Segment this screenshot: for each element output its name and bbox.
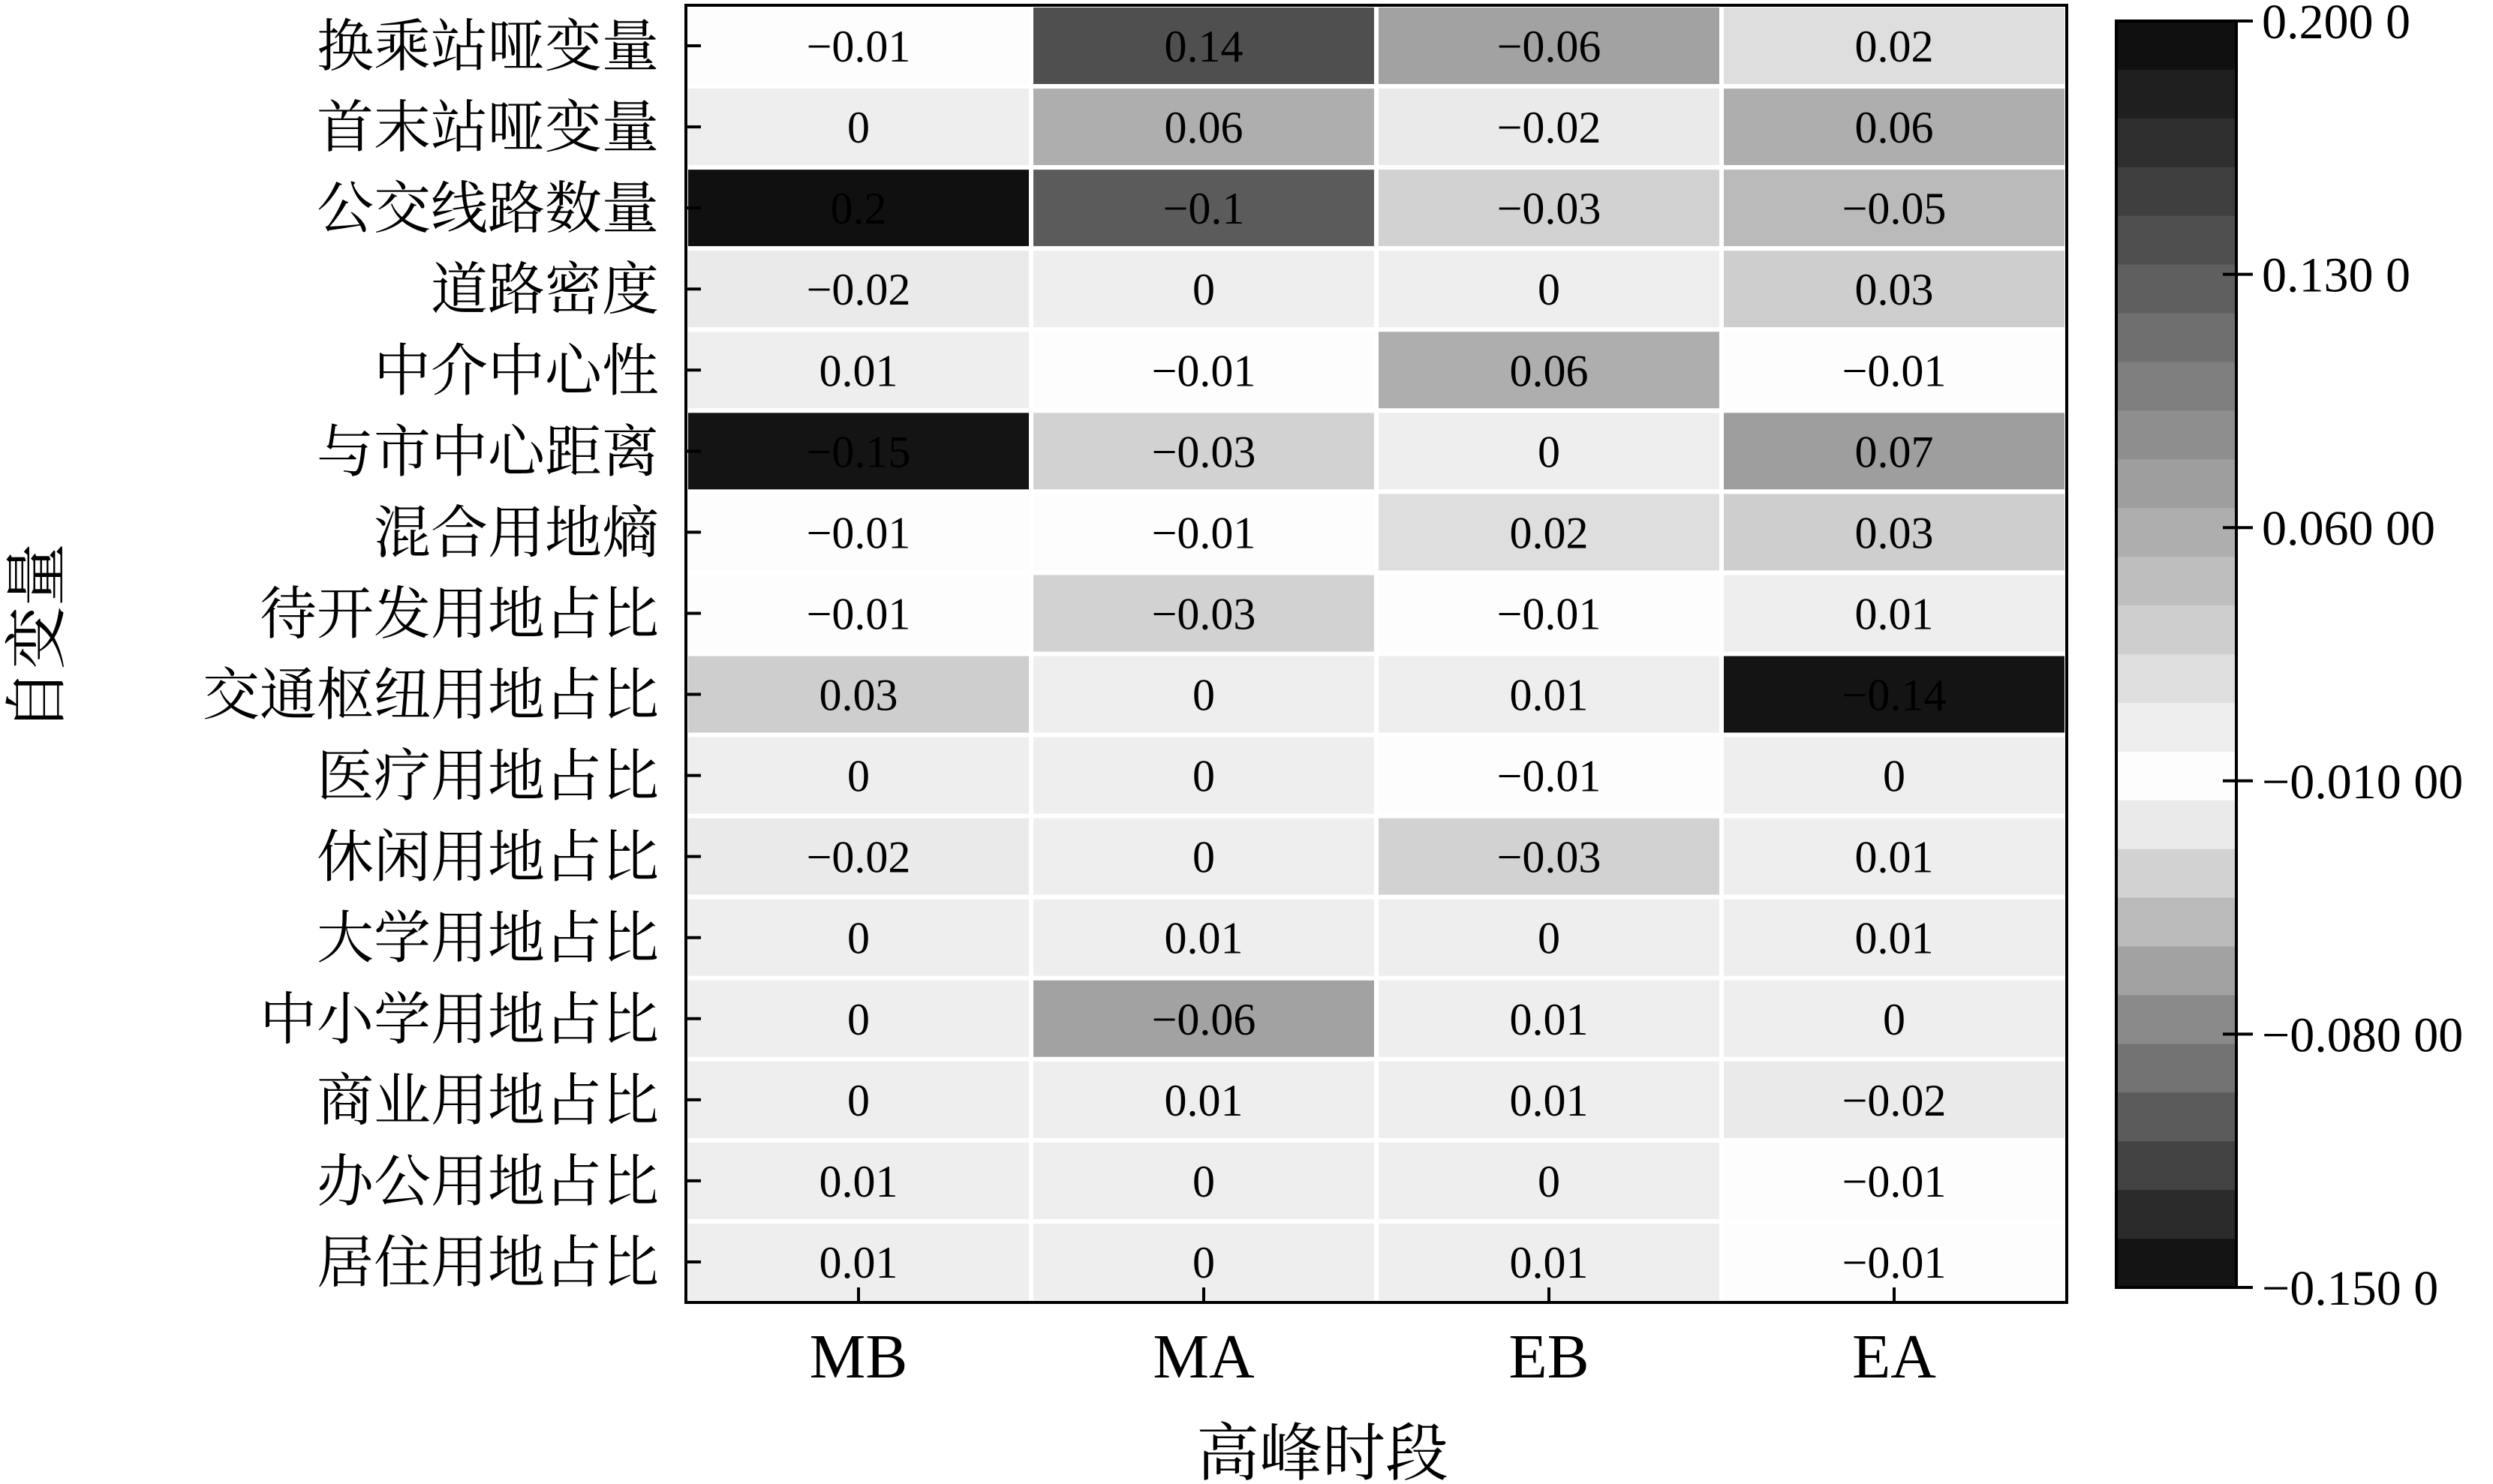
cell-value-label: 0 [1538,427,1560,477]
cell-value-label: 0.01 [1509,1075,1589,1125]
colorbar-segment [2116,947,2236,996]
cell-value-label: 0.01 [1164,913,1243,963]
colorbar-segment [2116,265,2236,314]
colorbar-segment [2116,119,2236,168]
colorbar-segment [2116,605,2236,655]
cell-value-label: 0.03 [1854,508,1934,558]
cell-value-label: −0.02 [806,265,911,315]
cell-value-label: 0 [1883,751,1905,801]
cell-value-label: 0.01 [1509,994,1589,1044]
y-axis-title: 自变量 [0,542,74,733]
colorbar-segment [2116,849,2236,899]
row-label: 与市中心距离 [317,418,659,485]
column-label: MA [1153,1322,1255,1392]
colorbar-segment [2116,459,2236,509]
cell-value-label: 0 [1192,751,1215,801]
column-label: EA [1852,1322,1936,1392]
row-label: 首末站哑变量 [317,94,659,161]
cell-value-label: 0 [1883,994,1905,1044]
cell-value-label: 0 [847,1075,870,1125]
cell-value-label: 0 [1192,1156,1215,1206]
cell-value-label: 0.02 [1509,508,1589,558]
row-label: 办公用地占比 [317,1147,659,1215]
column-label: EB [1508,1322,1589,1392]
row-label: 道路密度 [431,256,659,323]
cell-value-label: 0.01 [819,346,898,396]
x-axis-title: 高峰时段 [1195,1416,1449,1484]
cell-value-label: −0.02 [1496,103,1601,153]
cell-value-label: −0.1 [1162,184,1245,234]
colorbar-segment [2116,557,2236,606]
colorbar-segment [2116,654,2236,704]
colorbar-segment [2116,995,2236,1044]
cell-value-label: −0.03 [1496,832,1601,882]
colorbar-segment [2116,1044,2236,1093]
cell-value-label: −0.01 [1151,346,1256,396]
colorbar-tick-label: 0.130 0 [2262,248,2410,303]
cell-value-label: −0.03 [1151,427,1256,477]
cell-value-label: 0 [1538,265,1560,315]
colorbar-segment [2116,1092,2236,1142]
cell-value-label: −0.02 [806,832,911,882]
cell-value-label: 0.14 [1164,22,1243,72]
cell-value-label: −0.01 [1842,346,1947,396]
colorbar-segment [2116,898,2236,948]
cell-value-label: −0.01 [806,508,911,558]
colorbar-tick-label: −0.010 00 [2262,754,2464,810]
cell-value-label: 0.03 [819,670,898,720]
colorbar-segment [2116,167,2236,217]
colorbar-segment [2116,410,2236,460]
cell-value-label: 0 [847,103,870,153]
row-label: 休闲用地占比 [317,823,659,891]
cell-value-label: 0.02 [1854,22,1934,72]
cell-value-label: 0.06 [1854,103,1934,153]
cell-value-label: 0 [1192,1237,1215,1287]
colorbar-segment [2116,801,2236,850]
row-label: 商业用地占比 [317,1066,659,1134]
cell-value-label: −0.14 [1842,670,1947,720]
colorbar-segment [2116,703,2236,753]
cell-value-label: −0.03 [1496,184,1601,234]
colorbar-segment [2116,1239,2236,1288]
cell-value-label: 0.2 [830,184,887,234]
cell-value-label: 0.01 [819,1237,898,1287]
row-label: 公交线路数量 [317,175,659,242]
cell-value-label: −0.02 [1842,1075,1947,1125]
cell-value-label: 0.03 [1854,265,1934,315]
cell-value-label: −0.01 [1151,508,1256,558]
colorbar-segment [2116,752,2236,801]
cell-value-label: −0.01 [1842,1156,1947,1206]
colorbar-segment [2116,508,2236,557]
cell-value-label: 0.01 [819,1156,898,1206]
colorbar-segment [2116,21,2236,71]
cell-value-label: 0 [847,913,870,963]
cell-value-label: −0.05 [1842,184,1947,234]
cell-value-label: −0.03 [1151,589,1256,639]
cell-value-label: −0.06 [1496,22,1601,72]
cell-value-label: 0 [1192,832,1215,882]
row-label: 混合用地熵 [374,499,659,566]
cell-value-label: 0 [847,751,870,801]
column-label: MB [809,1322,908,1392]
colorbar-segment [2116,1141,2236,1191]
cell-value-label: −0.01 [1496,751,1601,801]
cell-value-label: −0.01 [806,589,911,639]
colorbar-segment [2116,216,2236,266]
cell-value-label: 0 [847,994,870,1044]
row-label: 医疗用地占比 [317,742,659,810]
cell-value-label: 0.06 [1509,346,1589,396]
cell-value-label: 0.06 [1164,103,1243,153]
cell-value-label: 0.01 [1509,1237,1589,1287]
cell-value-label: 0.07 [1854,427,1934,477]
colorbar-segment [2116,1190,2236,1239]
row-label: 大学用地占比 [317,904,659,972]
cell-value-label: −0.06 [1151,994,1256,1044]
cell-value-label: 0 [1538,1156,1560,1206]
colorbar-tick-label: −0.150 0 [2262,1261,2439,1316]
cell-value-label: 0.01 [1854,913,1934,963]
cell-value-label: −0.01 [1842,1237,1947,1287]
row-label: 待开发用地占比 [260,580,659,647]
cell-value-label: −0.15 [806,427,911,477]
row-label: 换乘站哑变量 [317,13,659,80]
cell-value-label: 0 [1538,913,1560,963]
colorbar-tick-label: 0.060 00 [2262,501,2435,557]
cell-value-label: 0.01 [1164,1075,1243,1125]
colorbar-segment [2116,70,2236,119]
cell-value-label: 0 [1192,265,1215,315]
colorbar [2116,21,2236,1288]
colorbar-segment [2116,314,2236,363]
cell-value-label: 0.01 [1854,589,1934,639]
row-label: 交通枢纽用地占比 [203,661,659,728]
colorbar-tick-label: 0.200 0 [2262,0,2410,50]
row-label: 中介中心性 [374,337,659,404]
colorbar-segment [2116,362,2236,411]
colorbar-tick-label: −0.080 00 [2262,1008,2464,1063]
cell-value-label: 0.01 [1509,670,1589,720]
heatmap-cells [686,5,2067,1302]
cell-value-label: −0.01 [1496,589,1601,639]
row-label: 中小学用地占比 [260,985,659,1053]
row-label: 居住用地占比 [317,1228,659,1296]
cell-value-label: 0 [1192,670,1215,720]
cell-value-label: 0.01 [1854,832,1934,882]
cell-value-label: −0.01 [806,22,911,72]
